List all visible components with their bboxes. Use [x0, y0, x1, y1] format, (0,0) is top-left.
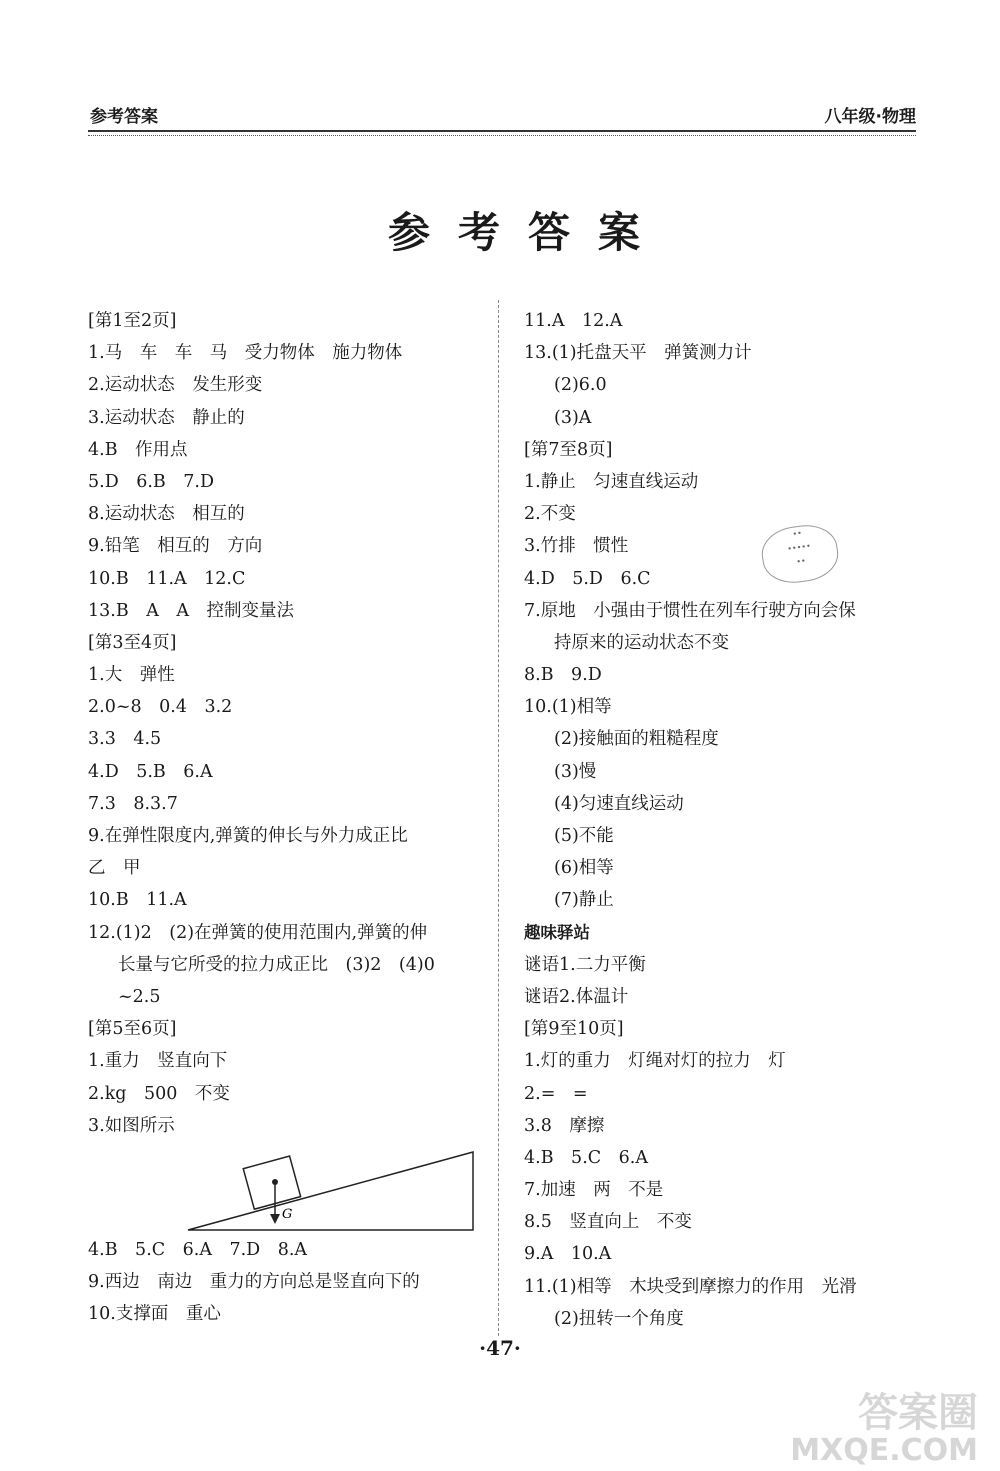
right-answer-column — [524, 305, 924, 1335]
answer-line: [第3至4页] — [88, 632, 177, 653]
answer-line: 3.如图所示 — [88, 1115, 175, 1136]
answer-line: 10.B 11.A — [88, 890, 187, 911]
incline-diagram — [183, 1142, 483, 1234]
answer-line: 9.在弹性限度内,弹簧的伸长与外力成正比 — [88, 826, 408, 846]
answer-line: 11.(1)相等 木块受到摩擦力的作用 光滑 — [524, 1276, 857, 1297]
answer-line: (2)接触面的粗糙程度 — [554, 729, 719, 750]
answer-line: 1.灯的重力 灯绳对灯的拉力 灯 — [524, 1051, 786, 1072]
answer-line: 10.B 11.A 12.C — [88, 568, 246, 589]
answer-line: (5)不能 — [554, 826, 614, 846]
answer-line: 10.支撑面 重心 — [88, 1304, 221, 1325]
page-number: ·47· — [479, 1336, 521, 1360]
answer-line: [第5至6页] — [88, 1019, 177, 1040]
answer-line: 2.不变 — [524, 504, 576, 525]
answer-line: (7)静止 — [554, 890, 614, 911]
watermark-text: 答案圈 — [858, 1390, 978, 1436]
answer-line: [第7至8页] — [524, 439, 613, 460]
answer-line: (6)相等 — [554, 858, 614, 879]
answer-line: (2)扭转一个角度 — [554, 1308, 684, 1329]
answer-line: 8.5 竖直向上 不变 — [524, 1212, 692, 1233]
gravity-label: G — [282, 1206, 293, 1222]
answer-line: 1.静止 匀速直线运动 — [524, 471, 699, 492]
answer-line: 13.B A A 控制变量法 — [88, 600, 294, 621]
answer-line: (3)A — [554, 407, 592, 428]
answer-line: 7.原地 小强由于惯性在列车行驶方向会保 — [524, 600, 856, 621]
answer-line: 11.A 12.A — [524, 311, 623, 331]
answer-line: 9.铅笔 相互的 方向 — [88, 536, 263, 557]
right-lines — [524, 305, 924, 1335]
watermark-url: MXQE.COM — [790, 1433, 978, 1468]
ink-stamp: •• ••••• •• — [758, 521, 841, 587]
answer-line: 13.(1)托盘天平 弹簧测力计 — [524, 343, 752, 364]
answer-line: 2.= = — [524, 1083, 588, 1104]
answer-line: 9.西边 南边 重力的方向总是竖直向下的 — [88, 1272, 420, 1293]
answer-line: 10.(1)相等 — [524, 697, 612, 718]
answer-line: 9.A 10.A — [524, 1244, 612, 1265]
answer-line: ~2.5 — [118, 986, 161, 1007]
answer-line: 长量与它所受的拉力成正比 (3)2 (4)0 — [118, 954, 435, 975]
answer-line: 谜语2.体温计 — [524, 986, 629, 1007]
answer-line: 2.kg 500 不变 — [88, 1083, 230, 1104]
answer-line: 4.D 5.B 6.A — [88, 761, 213, 782]
answer-line: (2)6.0 — [554, 375, 607, 396]
answer-line: 8.运动状态 相互的 — [88, 504, 245, 525]
answer-line: 12.(1)2 (2)在弹簧的使用范围内,弹簧的伸 — [88, 922, 428, 943]
answer-line: 8.B 9.D — [524, 665, 602, 686]
answer-line: 7.加速 两 不是 — [524, 1180, 664, 1201]
answer-line: 3.3 4.5 — [88, 729, 162, 750]
answer-line: 3.竹排 惯性 — [524, 536, 629, 557]
answer-line: 7.3 8.3.7 — [88, 793, 178, 814]
answer-line: 持原来的运动状态不变 — [554, 632, 729, 653]
answer-line: 1.重力 竖直向下 — [88, 1051, 228, 1072]
answer-line: 趣味驿站 — [524, 922, 590, 942]
left-lines-after — [88, 1234, 488, 1331]
answer-line: [第1至2页] — [88, 311, 177, 331]
answer-line: 3.8 摩擦 — [524, 1115, 605, 1136]
column-divider — [498, 300, 499, 1336]
answer-line: 3.运动状态 静止的 — [88, 407, 245, 428]
gravity-arrow-head — [270, 1214, 280, 1224]
incline-figure — [88, 1142, 488, 1234]
answer-line: (3)慢 — [554, 761, 597, 782]
answer-line: 2.0~8 0.4 3.2 — [88, 697, 233, 718]
answer-line: 4.D 5.D 6.C — [524, 568, 651, 589]
header-left-title: 参考答案 — [90, 107, 158, 127]
answer-line: 乙 甲 — [88, 858, 141, 879]
answer-line: 4.B 作用点 — [88, 439, 188, 460]
header-rule — [88, 130, 916, 136]
answer-line: 谜语1.二力平衡 — [524, 954, 646, 975]
answer-line: 1.大 弹性 — [88, 665, 175, 686]
left-answer-column — [88, 305, 488, 1330]
answer-line: (4)匀速直线运动 — [554, 793, 684, 814]
page-title: 参考答案 — [387, 208, 668, 257]
answer-line: 5.D 6.B 7.D — [88, 471, 215, 492]
header-right-subject: 八年级·物理 — [824, 107, 916, 127]
incline-triangle — [188, 1152, 473, 1230]
answer-line: 4.B 5.C 6.A — [524, 1147, 648, 1168]
answer-line: [第9至10页] — [524, 1019, 624, 1040]
watermark-logo — [790, 1392, 978, 1468]
answer-line: 1.马 车 车 马 受力物体 施力物体 — [88, 343, 403, 364]
answer-line: 2.运动状态 发生形变 — [88, 375, 263, 396]
left-lines — [88, 305, 488, 1142]
answer-line: 4.B 5.C 6.A 7.D 8.A — [88, 1239, 308, 1260]
